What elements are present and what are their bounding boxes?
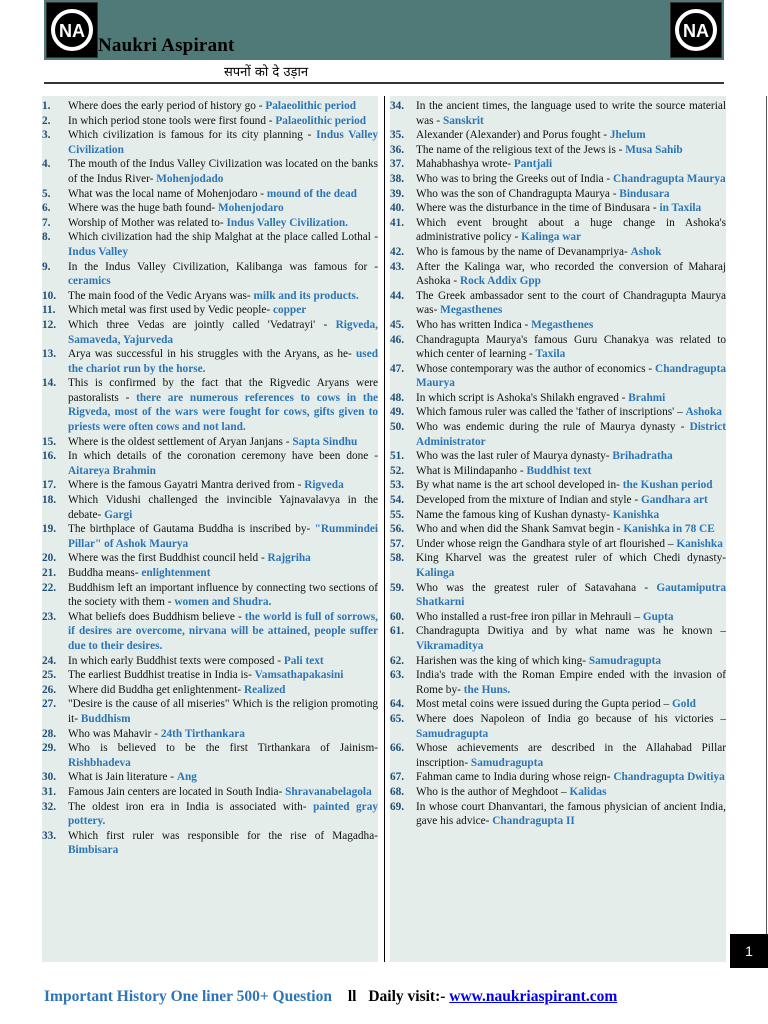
answer-text: Palaeolithic period — [275, 114, 367, 127]
question-number: 3. — [42, 129, 51, 142]
answer-text: Chandragupta Maurya — [613, 172, 726, 185]
question-number: 33. — [42, 829, 57, 842]
question-text: In which period stone tools were first found - — [68, 114, 276, 127]
question-number: 64. — [390, 698, 405, 711]
question-number: 52. — [390, 464, 405, 477]
answer-text: milk and its products. — [253, 289, 359, 302]
question-number: 14. — [42, 377, 57, 390]
answer-text: "Rummindei Pillar" of Ashok Maurya — [68, 523, 378, 550]
question-text: Alexander (Alexander) and Porus fought - — [416, 129, 610, 142]
question-text: Mahabhashya wrote- — [416, 158, 514, 171]
question-number: 16. — [42, 450, 57, 463]
question-number: 9. — [42, 260, 51, 273]
question-text: By what name is the art school developed in- — [416, 479, 623, 492]
question-item — [42, 303, 378, 318]
question-number: 67. — [390, 771, 405, 784]
answer-text: women and Shudra. — [174, 596, 272, 609]
answer-text: Chandragupta Dwitiya — [613, 771, 725, 784]
answer-text: ceramics — [68, 275, 111, 288]
question-item — [390, 318, 726, 333]
answer-text: Kanishka in 78 CE — [623, 523, 715, 536]
answer-text: Brihadratha — [612, 450, 673, 463]
footer-title: Important History One liner 500+ Question — [44, 988, 332, 1005]
question-number: 59. — [390, 581, 405, 594]
question-number: 66. — [390, 742, 405, 755]
question-number: 17. — [42, 479, 57, 492]
answer-text: Brahmi — [628, 391, 666, 404]
question-item — [390, 172, 726, 187]
answer-text: Aitareya Brahmin — [68, 464, 156, 477]
answer-text: Rock Addix Gpp — [459, 275, 541, 288]
page-header — [44, 0, 724, 82]
question-text: The birthplace of Gautama Buddha is inscribed by- — [68, 523, 315, 536]
answer-text: Indus Valley Civilization — [68, 129, 378, 156]
question-number: 55. — [390, 508, 405, 521]
question-text: King Kharvel was the greatest ruler of which Chedi dynasty- — [416, 552, 726, 565]
brand-title: Naukri Aspirant — [98, 35, 235, 56]
question-item — [42, 683, 378, 698]
answer-text: Kalinga war — [521, 231, 582, 244]
question-number: 34. — [390, 100, 405, 112]
answer-text: the Kushan period — [622, 479, 713, 492]
question-item — [390, 785, 726, 800]
answer-text: in Taxila — [659, 202, 702, 215]
question-list-left — [42, 96, 378, 858]
question-text: Who was the last ruler of Maurya dynasty- — [416, 450, 613, 463]
question-item — [42, 785, 378, 800]
question-item — [390, 697, 726, 712]
question-list-right — [390, 96, 726, 829]
answer-text: Sanskrit — [442, 114, 484, 127]
question-number: 57. — [390, 537, 405, 550]
question-number: 69. — [390, 800, 405, 813]
question-item — [390, 624, 726, 653]
question-text: Who has written Indica - — [416, 318, 532, 331]
question-number: 51. — [390, 450, 405, 463]
answer-text: Samudragupta — [588, 654, 662, 667]
question-text: The name of the religious text of the Jews is - — [416, 143, 626, 156]
question-number: 63. — [390, 669, 405, 682]
question-number: 13. — [42, 348, 57, 361]
answer-text: Ashoka — [685, 406, 722, 419]
logo-right-text: NA — [683, 21, 709, 41]
question-item — [390, 420, 726, 449]
question-item — [42, 230, 378, 259]
answer-text: Kanishka — [676, 537, 723, 550]
question-text: Who was the greatest ruler of Satavahana - — [416, 581, 657, 594]
question-number: 60. — [390, 610, 405, 623]
logo-right — [670, 2, 722, 58]
question-number: 46. — [390, 333, 405, 346]
question-item — [42, 770, 378, 785]
question-number: 41. — [390, 216, 405, 229]
question-text: In which script is Ashoka's Shilakh engraved - — [416, 391, 629, 404]
question-text: After the Kalinga war, who recorded the conversion of Maharaj Ashoka - — [416, 260, 726, 288]
column-divider — [384, 96, 385, 962]
question-text: Where did Buddha get enlightenment- — [68, 683, 244, 696]
question-number: 39. — [390, 187, 405, 200]
answer-text: Rishbhadeva — [68, 756, 131, 769]
question-item — [390, 668, 726, 697]
question-text: Developed from the mixture of Indian and style - — [416, 494, 641, 507]
answer-text: Samudragupta — [416, 727, 489, 740]
question-text: Whose contemporary was the author of economics - — [416, 362, 656, 375]
answer-text: Pantjali — [513, 158, 553, 171]
question-item — [390, 464, 726, 479]
answer-text: copper — [272, 304, 307, 317]
question-number: 49. — [390, 406, 405, 419]
question-number: 5. — [42, 187, 51, 200]
question-item — [390, 157, 726, 172]
right-edge-line — [766, 96, 767, 962]
question-text: Who was the son of Chandragupta Maurya - — [416, 187, 620, 200]
left-column — [42, 96, 378, 962]
logo-left-text: NA — [59, 21, 85, 41]
question-number: 31. — [42, 785, 57, 798]
question-item — [390, 741, 726, 770]
question-text: Who was to bring the Greeks out of India - — [416, 172, 614, 185]
question-text: In which early Buddhist texts were composed - — [68, 654, 284, 667]
question-text: Chandragupta Maurya's famous Guru Chanakya was related to which center of learning - — [416, 333, 726, 361]
question-text: Under whose reign the Gandhara style of art flourished – — [416, 537, 677, 550]
question-number: 28. — [42, 727, 57, 740]
question-item — [42, 581, 378, 610]
question-text: What beliefs does Buddhism believe - — [68, 610, 245, 623]
question-text: Which Vidushi challenged the invincible Yajnavalavya in the debate- — [68, 494, 378, 521]
question-text: Which three Vedas are jointly called 'Vedatrayi' - — [68, 318, 336, 331]
question-item — [390, 201, 726, 216]
answer-text: Megasthenes — [440, 304, 503, 317]
question-number: 38. — [390, 172, 405, 185]
question-text: Buddhism left an important influence by connecting two sections of the society with them - — [68, 581, 378, 609]
question-item — [390, 449, 726, 464]
question-text: What was the local name of Mohenjodaro - — [68, 187, 267, 200]
answer-text: Kalinga — [416, 567, 455, 579]
question-item — [390, 493, 726, 508]
answer-text: Ashok — [630, 245, 662, 258]
question-item — [390, 800, 726, 829]
question-number: 26. — [42, 683, 57, 696]
question-text: India's trade with the Roman Empire ended with the invasion of Rome by- — [416, 669, 726, 696]
answer-text: Palaeolithic period — [265, 100, 357, 112]
question-number: 24. — [42, 654, 57, 667]
answer-text: the Huns. — [463, 683, 511, 696]
answer-text: Vikramaditya — [416, 639, 484, 652]
answer-text: Gold — [672, 698, 696, 711]
footer-separator: ll — [347, 988, 357, 1005]
question-number: 15. — [42, 435, 57, 448]
question-number: 30. — [42, 771, 57, 784]
question-text: Which first ruler was responsible for the rise of Magadha- — [68, 829, 378, 842]
question-number: 68. — [390, 785, 405, 798]
question-text: Whose achievements are described in the Allahabad Pillar inscription- — [416, 742, 726, 769]
question-text: Who and when did the Shank Samvat begin - — [416, 523, 624, 536]
answer-text: Jhelum — [609, 129, 646, 142]
question-number: 54. — [390, 494, 405, 507]
question-text: Most metal coins were issued during the Gupta period – — [416, 698, 673, 711]
answer-text: Gupta — [642, 610, 674, 623]
question-number: 6. — [42, 202, 51, 215]
question-text: This is confirmed by the fact that the Rigvedic Aryans were pastoralists - — [68, 377, 378, 404]
question-item — [390, 478, 726, 493]
question-item — [390, 143, 726, 158]
question-number: 50. — [390, 421, 405, 434]
question-number: 44. — [390, 289, 405, 302]
question-item — [390, 362, 726, 391]
answer-text: Bimbisara — [68, 844, 119, 857]
question-number: 43. — [390, 260, 405, 273]
question-number: 20. — [42, 552, 57, 565]
answer-text: painted gray pottery. — [68, 800, 378, 828]
answer-text: Rajgriha — [267, 552, 311, 565]
answer-text: the world is full of sorrows, if desires are overcome, nirvana will be attained, people suffer due to their desires. — [68, 610, 378, 652]
question-text: Which civilization had the ship Malghat at the place called Lothal - — [68, 231, 378, 244]
question-text: The earliest Buddhist treatise in India is- — [68, 669, 255, 682]
question-text: Harishen was the king of which king- — [416, 654, 589, 667]
question-item — [42, 449, 378, 478]
question-number: 62. — [390, 654, 405, 667]
answer-text: Mohenjodaro — [217, 202, 284, 215]
answer-text: enlightenment — [141, 567, 211, 579]
question-item — [42, 157, 378, 186]
question-item — [42, 201, 378, 216]
question-item — [42, 551, 378, 566]
page-footer — [44, 988, 744, 1006]
question-item — [42, 114, 378, 129]
question-number: 53. — [390, 479, 405, 492]
question-number: 47. — [390, 362, 405, 375]
question-item — [42, 800, 378, 829]
question-text: What is Milindapanho - — [416, 464, 527, 477]
question-item — [390, 245, 726, 260]
answer-text: Buddhism — [80, 712, 131, 725]
question-item — [42, 610, 378, 654]
answer-text: Realized — [244, 683, 286, 696]
answer-text: Taxila — [535, 348, 566, 361]
question-number: 2. — [42, 114, 51, 127]
question-item — [390, 289, 726, 318]
answer-text: Indus Valley Civilization. — [226, 216, 348, 229]
question-item — [42, 829, 378, 858]
question-number: 65. — [390, 712, 405, 725]
answer-text: Chandragupta II — [492, 815, 575, 828]
question-number: 10. — [42, 289, 57, 302]
question-number: 1. — [42, 100, 51, 112]
question-item — [390, 216, 726, 245]
answer-text: Shravanabelagola — [285, 785, 372, 798]
question-text: Where does Napoleon of India go because of his victories – — [416, 712, 726, 725]
question-item — [390, 128, 726, 143]
question-text: Where is the oldest settlement of Aryan Janjans - — [68, 435, 293, 448]
question-item — [42, 289, 378, 304]
website-link[interactable]: www.naukriaspirant.com — [449, 988, 618, 1005]
answer-text: Musa Sahib — [625, 143, 683, 156]
answer-text: District Administrator — [416, 421, 726, 448]
answer-text: Pali text — [283, 654, 324, 667]
question-text: Worship of Mother was related to- — [68, 216, 227, 229]
footer-visit-label: Daily visit:- — [368, 988, 450, 1005]
answer-text: used the chariot run by the horse. — [68, 348, 378, 375]
question-item — [42, 668, 378, 683]
question-text: Which civilization is famous for its city planning - — [68, 129, 317, 142]
question-number: 8. — [42, 231, 51, 244]
question-text: Famous Jain centers are located in South India- — [68, 785, 286, 798]
question-number: 36. — [390, 143, 405, 156]
answer-text: Buddhist text — [526, 464, 592, 477]
question-text: In which details of the coronation ceremony have been done - — [68, 450, 378, 463]
page-number: 1 — [730, 934, 768, 968]
question-number: 12. — [42, 318, 57, 331]
answer-text: Indus Valley — [68, 245, 128, 258]
question-text: Arya was successful in his struggles with the Aryans, as he- — [68, 348, 357, 361]
question-number: 56. — [390, 523, 405, 536]
question-item — [390, 610, 726, 625]
question-text: Where is the famous Gayatri Mantra derived from - — [68, 479, 305, 492]
question-item — [42, 478, 378, 493]
question-number: 21. — [42, 567, 57, 579]
question-item — [42, 435, 378, 450]
question-item — [390, 522, 726, 537]
answer-text: Gargi — [104, 508, 133, 521]
question-text: In the Indus Valley Civilization, Kalibanga was famous for - — [68, 260, 378, 273]
question-text: In the ancient times, the language used to write the source material was - — [416, 100, 726, 127]
question-number: 40. — [390, 202, 405, 215]
question-item — [42, 697, 378, 726]
answer-text: Megasthenes — [531, 318, 594, 331]
question-number: 22. — [42, 581, 57, 594]
question-number: 45. — [390, 318, 405, 331]
answer-text: 24th Tirthankara — [160, 727, 245, 740]
question-item — [390, 333, 726, 362]
question-item — [390, 770, 726, 785]
question-item — [42, 654, 378, 669]
question-item — [42, 741, 378, 770]
question-item — [390, 508, 726, 523]
right-column — [390, 96, 726, 962]
answer-text: Chandragupta Maurya — [416, 362, 726, 390]
question-number: 32. — [42, 800, 57, 813]
question-number: 37. — [390, 158, 405, 171]
question-item — [390, 405, 726, 420]
answer-text: Sapta Sindhu — [292, 435, 358, 448]
question-item — [390, 712, 726, 741]
question-text: Who was endemic during the rule of Maurya dynasty - — [416, 421, 690, 434]
question-item — [390, 187, 726, 202]
question-text: Where was the first Buddhist council held - — [68, 552, 268, 565]
answer-text: Gandhara art — [640, 494, 708, 507]
question-item — [390, 391, 726, 406]
question-number: 29. — [42, 742, 57, 755]
question-item — [42, 260, 378, 289]
question-item — [42, 376, 378, 434]
question-item — [390, 654, 726, 669]
question-number: 42. — [390, 245, 405, 258]
question-number: 27. — [42, 698, 57, 711]
question-number: 7. — [42, 216, 51, 229]
question-item — [42, 187, 378, 202]
logo-left — [46, 2, 98, 58]
question-number: 18. — [42, 494, 57, 507]
question-item — [390, 551, 726, 580]
answer-text: there are numerous references to cows in the Rigveda, most of the wars were fought for cows, gifts given to priests were often cows and not land. — [68, 391, 378, 434]
answer-text: Ang — [176, 771, 197, 784]
question-text: The oldest iron era in India is associated with- — [68, 800, 314, 813]
question-item — [42, 566, 378, 581]
question-text: Who installed a rust-free iron pillar in Mehrauli – — [416, 610, 643, 623]
answer-text: Samudragupta — [470, 756, 544, 769]
question-text: Buddha means- — [68, 567, 142, 579]
question-text: The Greek ambassador sent to the court of Chandragupta Maurya was- — [416, 289, 726, 317]
question-number: 11. — [42, 304, 56, 317]
question-item — [390, 99, 726, 128]
question-item — [390, 581, 726, 610]
answer-text: Rigveda, Samaveda, Yajurveda — [68, 318, 378, 346]
question-text: Who is famous by the name of Devanampriya- — [416, 245, 631, 258]
question-text: Who is believed to be the first Tirthankara of Jainism- — [68, 742, 378, 755]
question-text: In whose court Dhanvantari, the famous physician of ancient India, gave his advice- — [416, 800, 726, 828]
question-text: "Desire is the cause of all miseries" Which is the religion promoting it- — [68, 698, 378, 725]
question-text: Which event brought about a huge change in Ashoka's administrative policy - — [416, 216, 726, 244]
question-item — [42, 318, 378, 347]
answer-text: Kalidas — [569, 785, 607, 798]
question-text: Who was Mahavir - — [68, 727, 161, 740]
question-text: Where does the early period of history go - — [68, 100, 266, 112]
question-item — [42, 522, 378, 551]
answer-text: Mohenjodado — [156, 172, 224, 185]
question-text: Which metal was first used by Vedic people- — [68, 304, 273, 317]
question-number: 25. — [42, 669, 57, 682]
question-text: Which famous ruler was called the 'father of inscriptions' – — [416, 406, 686, 419]
question-text: Who is the author of Meghdoot – — [416, 785, 570, 798]
question-item — [390, 537, 726, 552]
question-text: What is Jain literature - — [68, 771, 177, 784]
question-item — [42, 216, 378, 231]
question-item — [42, 727, 378, 742]
question-text: Fahman came to India during whose reign- — [416, 771, 614, 784]
question-item — [390, 260, 726, 289]
answer-text: Kanishka — [612, 508, 660, 521]
answer-text: Gautamiputra Shatkarni — [416, 581, 726, 609]
question-text: The mouth of the Indus Valley Civilization was located on the banks of the Indus River- — [68, 158, 378, 185]
question-number: 35. — [390, 129, 405, 142]
question-number: 58. — [390, 552, 405, 565]
answer-text: Bindusara — [619, 187, 670, 200]
question-item — [42, 99, 378, 114]
question-text: Where was the huge bath found- — [68, 202, 218, 215]
tagline: सपनों को दे उड़ान — [224, 65, 309, 80]
question-number: 61. — [390, 625, 405, 638]
answer-text: Vamsathapakasini — [254, 669, 344, 682]
question-number: 19. — [42, 523, 57, 536]
header-tagline-bar — [44, 60, 724, 84]
question-text: The main food of the Vedic Aryans was- — [68, 289, 254, 302]
question-text: Where was the disturbance in the time of Bindusara - — [416, 202, 660, 215]
question-item — [42, 493, 378, 522]
question-number: 48. — [390, 391, 405, 404]
answer-text: Rigveda — [304, 479, 344, 492]
question-text: Name the famous king of Kushan dynasty- — [416, 508, 613, 521]
question-text: Chandragupta Dwitiya and by what name was he known – — [416, 625, 726, 638]
question-item — [42, 347, 378, 376]
answer-text: mound of the dead — [266, 187, 357, 200]
question-number: 4. — [42, 158, 51, 171]
question-item — [42, 128, 378, 157]
question-number: 23. — [42, 610, 57, 623]
